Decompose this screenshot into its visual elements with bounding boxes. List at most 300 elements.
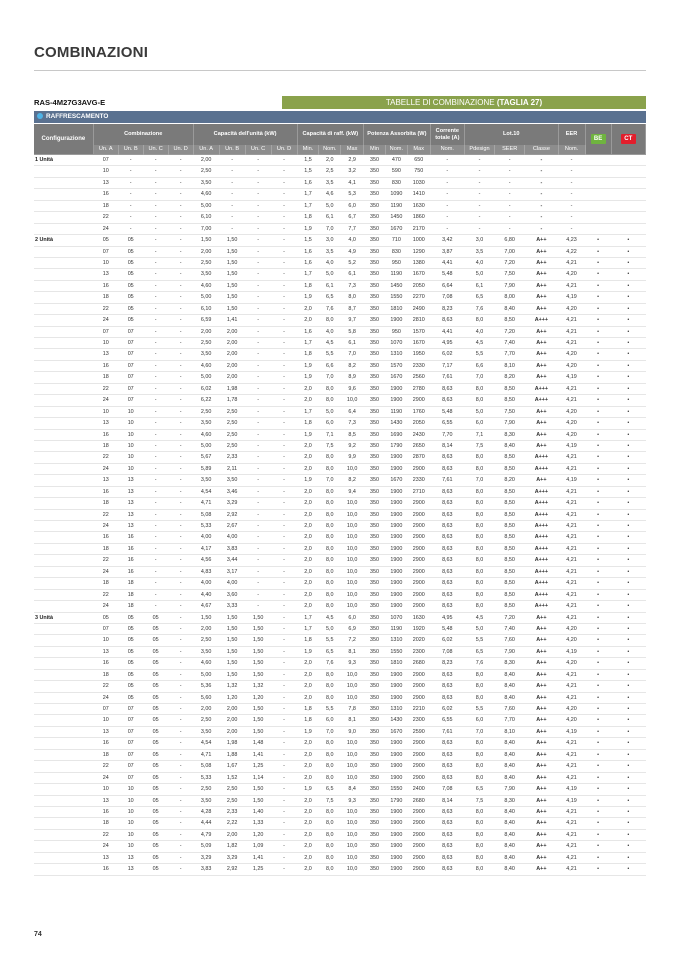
- table-cell: 05: [143, 818, 168, 829]
- table-cell: 8,63: [430, 532, 464, 543]
- table-cell: 1,50: [245, 715, 271, 726]
- config-label: 3 Unità: [34, 612, 93, 623]
- table-cell: 2,0: [297, 566, 319, 577]
- table-cell: 4,95: [430, 612, 464, 623]
- table-cell: 2,00: [193, 704, 219, 715]
- table-cell: 950: [385, 326, 407, 337]
- table-cell: 1,50: [219, 257, 245, 268]
- config-label: [34, 269, 93, 280]
- table-cell: 1430: [385, 715, 407, 726]
- table-cell: 8,9: [341, 372, 364, 383]
- table-row: [34, 749, 646, 760]
- table-cell: 2430: [407, 429, 430, 440]
- table-cell: 8,63: [430, 578, 464, 589]
- table-cell: -: [495, 200, 525, 211]
- table-cell: 4,20: [558, 429, 585, 440]
- table-cell: 1,50: [219, 292, 245, 303]
- table-cell: 2,00: [219, 326, 245, 337]
- table-cell: 1630: [407, 612, 430, 623]
- table-cell: 13: [93, 269, 118, 280]
- table-cell: -: [245, 223, 271, 234]
- energy-class: A++: [525, 257, 558, 268]
- table-cell: 8,0: [319, 498, 341, 509]
- table-cell: 6,02: [430, 349, 464, 360]
- table-cell: •: [611, 315, 645, 326]
- table-cell: 350: [364, 498, 386, 509]
- table-cell: 8,0: [319, 761, 341, 772]
- table-cell: 350: [364, 360, 386, 371]
- table-cell: •: [585, 338, 611, 349]
- table-row: [34, 761, 646, 772]
- table-cell: •: [611, 509, 645, 520]
- table-row: [34, 818, 646, 829]
- table-cell: •: [585, 566, 611, 577]
- table-cell: [585, 212, 611, 223]
- table-cell: -: [168, 189, 193, 200]
- table-cell: 8,50: [495, 498, 525, 509]
- table-cell: 2,50: [193, 635, 219, 646]
- table-cell: 6,5: [464, 646, 494, 657]
- table-cell: 2,50: [219, 440, 245, 451]
- table-cell: -: [168, 589, 193, 600]
- table-cell: •: [611, 681, 645, 692]
- table-cell: 22: [93, 589, 118, 600]
- table-cell: 10,0: [341, 772, 364, 783]
- table-cell: -: [168, 612, 193, 623]
- table-cell: 1,48: [245, 738, 271, 749]
- table-cell: 2,00: [219, 726, 245, 737]
- table-cell: 1,6: [297, 177, 319, 188]
- table-cell: 07: [118, 338, 143, 349]
- table-cell: 350: [364, 166, 386, 177]
- table-cell: 8,0: [319, 589, 341, 600]
- table-cell: 5,00: [193, 372, 219, 383]
- table-cell: -: [271, 509, 297, 520]
- table-cell: -: [168, 772, 193, 783]
- config-label: [34, 543, 93, 554]
- table-row: [34, 612, 646, 623]
- table-cell: 1,50: [245, 784, 271, 795]
- table-cell: 05: [118, 669, 143, 680]
- sub-header-cell: Un. A: [193, 145, 219, 155]
- energy-class: A++: [525, 806, 558, 817]
- table-row: [34, 395, 646, 406]
- table-cell: 13: [118, 498, 143, 509]
- table-cell: -: [271, 772, 297, 783]
- table-cell: 8,0: [464, 772, 494, 783]
- table-cell: 350: [364, 189, 386, 200]
- table-cell: -: [245, 349, 271, 360]
- table-cell: -: [245, 521, 271, 532]
- energy-class: A+++: [525, 498, 558, 509]
- config-label: [34, 383, 93, 394]
- energy-class: A+++: [525, 555, 558, 566]
- config-label: [34, 589, 93, 600]
- config-label: [34, 372, 93, 383]
- table-cell: -: [271, 338, 297, 349]
- table-cell: •: [611, 761, 645, 772]
- energy-class: A++: [525, 280, 558, 291]
- table-cell: -: [271, 589, 297, 600]
- table-cell: -: [168, 429, 193, 440]
- col-configuration: Configurazione: [34, 124, 93, 155]
- table-cell: 2,0: [297, 578, 319, 589]
- table-cell: 350: [364, 589, 386, 600]
- table-cell: •: [611, 383, 645, 394]
- table-cell: 6,64: [430, 280, 464, 291]
- table-cell: -: [143, 498, 168, 509]
- table-cell: 10: [93, 406, 118, 417]
- table-cell: 7,0: [319, 726, 341, 737]
- table-cell: -: [168, 761, 193, 772]
- table-cell: •: [585, 841, 611, 852]
- table-cell: -: [143, 166, 168, 177]
- energy-class: A++: [525, 326, 558, 337]
- table-cell: 1920: [407, 623, 430, 634]
- table-cell: •: [585, 772, 611, 783]
- table-cell: 7,61: [430, 475, 464, 486]
- table-cell: 8,23: [430, 303, 464, 314]
- table-cell: 4,21: [558, 589, 585, 600]
- table-cell: -: [168, 704, 193, 715]
- table-cell: -: [271, 864, 297, 875]
- table-cell: 1670: [407, 269, 430, 280]
- table-cell: -: [271, 269, 297, 280]
- table-cell: •: [585, 475, 611, 486]
- table-cell: 1900: [385, 555, 407, 566]
- table-cell: 6,0: [341, 200, 364, 211]
- table-cell: 350: [364, 829, 386, 840]
- table-cell: -: [271, 303, 297, 314]
- table-cell: 10: [118, 784, 143, 795]
- table-cell: 10,0: [341, 749, 364, 760]
- table-cell: •: [585, 269, 611, 280]
- table-cell: -: [495, 223, 525, 234]
- table-cell: -: [143, 212, 168, 223]
- energy-class: A++: [525, 669, 558, 680]
- table-cell: 7,70: [495, 349, 525, 360]
- energy-class: A++: [525, 864, 558, 875]
- table-cell: 8,63: [430, 692, 464, 703]
- table-cell: •: [611, 749, 645, 760]
- table-cell: 8,40: [495, 692, 525, 703]
- table-row: [34, 315, 646, 326]
- table-cell: 10,0: [341, 532, 364, 543]
- table-cell: 710: [385, 235, 407, 246]
- table-cell: 1,50: [219, 658, 245, 669]
- energy-class: A++: [525, 440, 558, 451]
- table-cell: -: [118, 177, 143, 188]
- table-cell: -: [168, 749, 193, 760]
- table-row: [34, 806, 646, 817]
- table-cell: 2870: [407, 452, 430, 463]
- config-label: [34, 681, 93, 692]
- table-cell: -: [168, 738, 193, 749]
- table-cell: 1310: [385, 635, 407, 646]
- table-cell: 16: [118, 555, 143, 566]
- table-cell: -: [143, 280, 168, 291]
- table-cell: 4,28: [193, 806, 219, 817]
- energy-class: A+++: [525, 521, 558, 532]
- table-cell: 350: [364, 235, 386, 246]
- table-cell: -: [271, 692, 297, 703]
- table-cell: 4,71: [193, 749, 219, 760]
- table-cell: -: [168, 326, 193, 337]
- table-cell: •: [611, 738, 645, 749]
- table-cell: •: [585, 612, 611, 623]
- table-cell: 7,0: [464, 726, 494, 737]
- table-cell: 10,0: [341, 818, 364, 829]
- table-cell: 1,20: [245, 829, 271, 840]
- table-cell: 350: [364, 326, 386, 337]
- table-cell: 2900: [407, 806, 430, 817]
- table-cell: [611, 177, 645, 188]
- table-cell: 4,19: [558, 784, 585, 795]
- sub-header-cell: SEER: [495, 145, 525, 155]
- table-cell: 10: [118, 818, 143, 829]
- table-cell: 1900: [385, 864, 407, 875]
- table-cell: 1,7: [297, 623, 319, 634]
- table-cell: 2900: [407, 818, 430, 829]
- col-be: [585, 124, 611, 155]
- table-cell: -: [143, 440, 168, 451]
- table-cell: 7,6: [319, 303, 341, 314]
- table-cell: 7,08: [430, 784, 464, 795]
- table-cell: 2710: [407, 486, 430, 497]
- table-cell: 5,5: [319, 635, 341, 646]
- table-cell: 7,0: [319, 223, 341, 234]
- table-cell: 4,0: [319, 257, 341, 268]
- table-cell: •: [585, 360, 611, 371]
- table-cell: 05: [118, 692, 143, 703]
- table-cell: 2,0: [297, 543, 319, 554]
- table-row: [34, 372, 646, 383]
- table-cell: 1,20: [219, 692, 245, 703]
- table-cell: 05: [143, 841, 168, 852]
- table-cell: 10,0: [341, 806, 364, 817]
- table-cell: 1290: [407, 246, 430, 257]
- table-cell: 07: [118, 715, 143, 726]
- sub-header-cell: Un. C: [143, 145, 168, 155]
- energy-class: A++: [525, 704, 558, 715]
- table-cell: 1900: [385, 509, 407, 520]
- table-cell: -: [168, 806, 193, 817]
- ct-badge: CT: [621, 134, 636, 144]
- table-cell: 2270: [407, 292, 430, 303]
- energy-class: A++: [525, 338, 558, 349]
- table-cell: 10: [118, 841, 143, 852]
- table-cell: 05: [143, 715, 168, 726]
- table-cell: 1900: [385, 738, 407, 749]
- table-cell: 3,83: [193, 864, 219, 875]
- table-cell: 24: [93, 223, 118, 234]
- energy-class: A++: [525, 623, 558, 634]
- table-cell: 4,20: [558, 658, 585, 669]
- energy-class: A++: [525, 784, 558, 795]
- table-cell: 5,00: [193, 200, 219, 211]
- energy-class: -: [525, 200, 558, 211]
- table-cell: 8,63: [430, 738, 464, 749]
- table-cell: 8,0: [319, 566, 341, 577]
- table-cell: •: [611, 806, 645, 817]
- table-cell: 8,0: [464, 841, 494, 852]
- table-cell: 1,6: [297, 246, 319, 257]
- table-cell: 2900: [407, 566, 430, 577]
- energy-class: A+++: [525, 395, 558, 406]
- table-cell: -: [245, 463, 271, 474]
- table-cell: 1900: [385, 315, 407, 326]
- table-cell: 10,0: [341, 555, 364, 566]
- table-cell: 5,48: [430, 406, 464, 417]
- table-cell: 8,0: [464, 761, 494, 772]
- table-cell: 05: [118, 623, 143, 634]
- sub-header-cell: Un. B: [118, 145, 143, 155]
- table-cell: 3,44: [219, 555, 245, 566]
- table-cell: 2,00: [219, 829, 245, 840]
- table-cell: 7,5: [464, 795, 494, 806]
- table-cell: 2,0: [297, 589, 319, 600]
- table-cell: 350: [364, 578, 386, 589]
- table-cell: •: [611, 257, 645, 268]
- table-cell: 10,0: [341, 864, 364, 875]
- table-cell: 1900: [385, 761, 407, 772]
- table-cell: 6,10: [193, 303, 219, 314]
- table-row: [34, 829, 646, 840]
- energy-class: A++: [525, 246, 558, 257]
- table-row: [34, 235, 646, 246]
- table-cell: 4,00: [219, 578, 245, 589]
- table-cell: 4,20: [558, 349, 585, 360]
- table-cell: -: [143, 372, 168, 383]
- table-cell: 5,0: [319, 623, 341, 634]
- table-row: [34, 269, 646, 280]
- table-cell: 4,21: [558, 566, 585, 577]
- table-cell: 4,21: [558, 852, 585, 863]
- table-cell: -: [464, 166, 494, 177]
- table-cell: 1,8: [297, 418, 319, 429]
- table-cell: 4,00: [193, 578, 219, 589]
- config-label: [34, 475, 93, 486]
- table-cell: •: [585, 315, 611, 326]
- table-cell: 2,0: [297, 772, 319, 783]
- table-cell: 650: [407, 155, 430, 166]
- table-cell: 8,00: [495, 292, 525, 303]
- table-cell: 1,50: [245, 726, 271, 737]
- table-cell: 8,50: [495, 601, 525, 612]
- table-cell: 350: [364, 818, 386, 829]
- table-cell: 4,20: [558, 269, 585, 280]
- table-cell: 8,63: [430, 829, 464, 840]
- table-cell: •: [611, 646, 645, 657]
- table-cell: 2,92: [219, 509, 245, 520]
- table-cell: 05: [143, 738, 168, 749]
- table-cell: 350: [364, 509, 386, 520]
- table-cell: 7,3: [341, 418, 364, 429]
- table-row: [34, 498, 646, 509]
- table-cell: 4,21: [558, 521, 585, 532]
- table-cell: -: [143, 200, 168, 211]
- table-row: [34, 429, 646, 440]
- table-cell: 07: [118, 704, 143, 715]
- table-cell: 4,21: [558, 543, 585, 554]
- energy-class: A+++: [525, 601, 558, 612]
- table-cell: 8,0: [464, 818, 494, 829]
- table-cell: 4,21: [558, 498, 585, 509]
- table-cell: •: [585, 280, 611, 291]
- table-cell: -: [271, 601, 297, 612]
- table-cell: -: [168, 269, 193, 280]
- table-cell: 2900: [407, 864, 430, 875]
- table-cell: •: [585, 395, 611, 406]
- table-cell: -: [271, 818, 297, 829]
- table-cell: -: [219, 212, 245, 223]
- config-label: [34, 761, 93, 772]
- table-cell: 8,63: [430, 463, 464, 474]
- table-cell: •: [611, 463, 645, 474]
- table-cell: 8,63: [430, 601, 464, 612]
- table-row: [34, 635, 646, 646]
- config-label: [34, 189, 93, 200]
- table-cell: 2300: [407, 646, 430, 657]
- table-cell: •: [585, 681, 611, 692]
- config-label: [34, 418, 93, 429]
- table-cell: 1900: [385, 452, 407, 463]
- table-cell: 7,0: [464, 372, 494, 383]
- table-cell: 8,0: [464, 578, 494, 589]
- table-cell: 1,7: [297, 612, 319, 623]
- table-cell: -: [168, 795, 193, 806]
- table-cell: •: [585, 578, 611, 589]
- table-cell: 2,9: [341, 155, 364, 166]
- table-cell: 1810: [385, 303, 407, 314]
- table-cell: -: [118, 200, 143, 211]
- table-cell: •: [585, 806, 611, 817]
- table-cell: 1670: [407, 338, 430, 349]
- table-cell: 07: [93, 155, 118, 166]
- table-cell: 8,50: [495, 463, 525, 474]
- table-row: [34, 738, 646, 749]
- table-cell: 8,50: [495, 315, 525, 326]
- col-group-combination: Combinazione: [93, 124, 193, 145]
- table-cell: 07: [118, 349, 143, 360]
- table-cell: 590: [385, 166, 407, 177]
- table-cell: 470: [385, 155, 407, 166]
- table-cell: 350: [364, 521, 386, 532]
- table-cell: 1550: [385, 292, 407, 303]
- table-cell: -: [495, 189, 525, 200]
- table-cell: 1,50: [245, 795, 271, 806]
- table-cell: 1810: [385, 658, 407, 669]
- config-label: [34, 692, 93, 703]
- table-cell: 7,0: [341, 349, 364, 360]
- table-cell: 8,63: [430, 315, 464, 326]
- col-group-unit-capacity: Capacità dell'unità (kW): [193, 124, 297, 145]
- table-cell: 350: [364, 749, 386, 760]
- table-cell: 1,09: [245, 841, 271, 852]
- table-cell: -: [143, 601, 168, 612]
- table-cell: 2900: [407, 692, 430, 703]
- table-row: [34, 566, 646, 577]
- table-cell: 1,50: [245, 704, 271, 715]
- table-cell: 4,19: [558, 440, 585, 451]
- table-cell: -: [271, 177, 297, 188]
- table-cell: -: [219, 155, 245, 166]
- energy-class: A++: [525, 360, 558, 371]
- table-cell: 4,21: [558, 532, 585, 543]
- table-row: [34, 406, 646, 417]
- table-cell: 1900: [385, 852, 407, 863]
- energy-class: A++: [525, 749, 558, 760]
